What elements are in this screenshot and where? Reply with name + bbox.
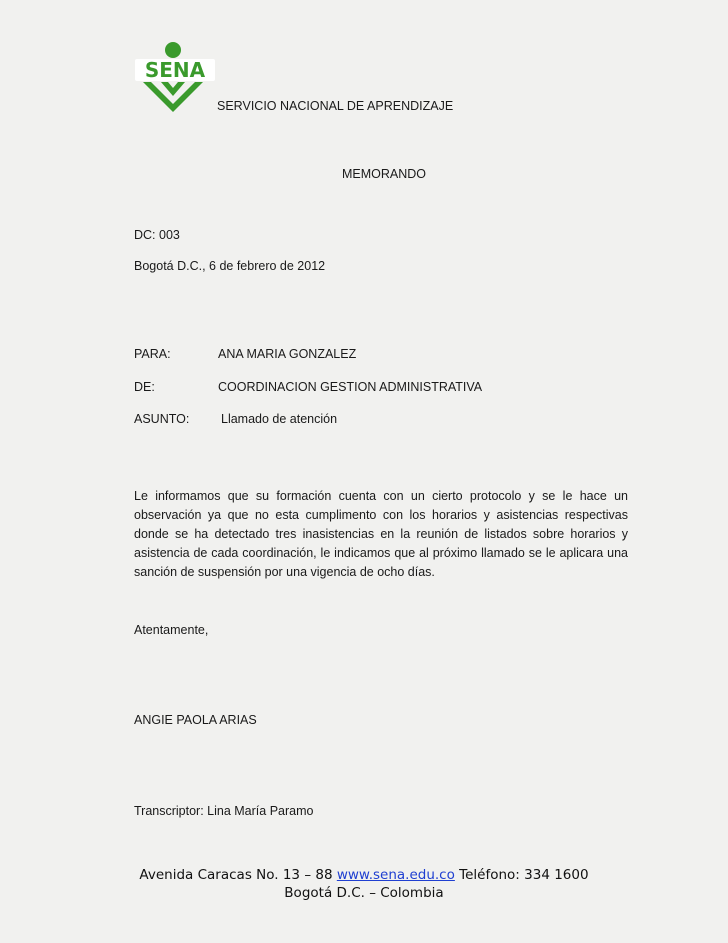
transcriptor: Transcriptor: Lina María Paramo: [134, 804, 314, 818]
footer: [0, 866, 728, 902]
para-value: ANA MARIA GONZALEZ: [218, 347, 357, 361]
organization-name: SERVICIO NACIONAL DE APRENDIZAJE: [217, 99, 454, 113]
footer-address-line: [0, 866, 728, 884]
footer-city: Bogotá D.C. – Colombia: [284, 885, 444, 901]
signer-name: ANGIE PAOLA ARIAS: [134, 713, 257, 727]
memo-date: Bogotá D.C., 6 de febrero de 2012: [134, 259, 326, 273]
closing: Atentamente,: [134, 623, 209, 637]
sena-logo-text: SENA: [144, 58, 206, 82]
footer-phone: Teléfono: 334 1600: [454, 867, 589, 883]
para-label: PARA:: [134, 347, 171, 361]
de-label: DE:: [134, 380, 155, 394]
memo-body: Le informamos que su formación cuenta con un cierto protocolo y se le hace un observación ya que no esta cumplimento con los horarios y asistencias respectivas donde se ha detectado tres inasistencias en la reunión de listados sobre horarios y asistencia de cada coordinación, le indicamos que al próximo llamado se le aplicara una sanción de suspensión por una vigencia de ocho días.: [134, 489, 628, 579]
asunto-label: ASUNTO:: [134, 412, 190, 426]
website-link[interactable]: www.sena.edu.co: [336, 867, 455, 883]
sena-logo: [133, 40, 217, 114]
footer-address: Avenida Caracas No. 13 – 88: [139, 867, 337, 883]
de-value: COORDINACION GESTION ADMINISTRATIVA: [218, 380, 483, 394]
document-code: DC: 003: [134, 228, 180, 242]
asunto-value: Llamado de atención: [221, 412, 338, 426]
memo-title: MEMORANDO: [342, 167, 427, 181]
